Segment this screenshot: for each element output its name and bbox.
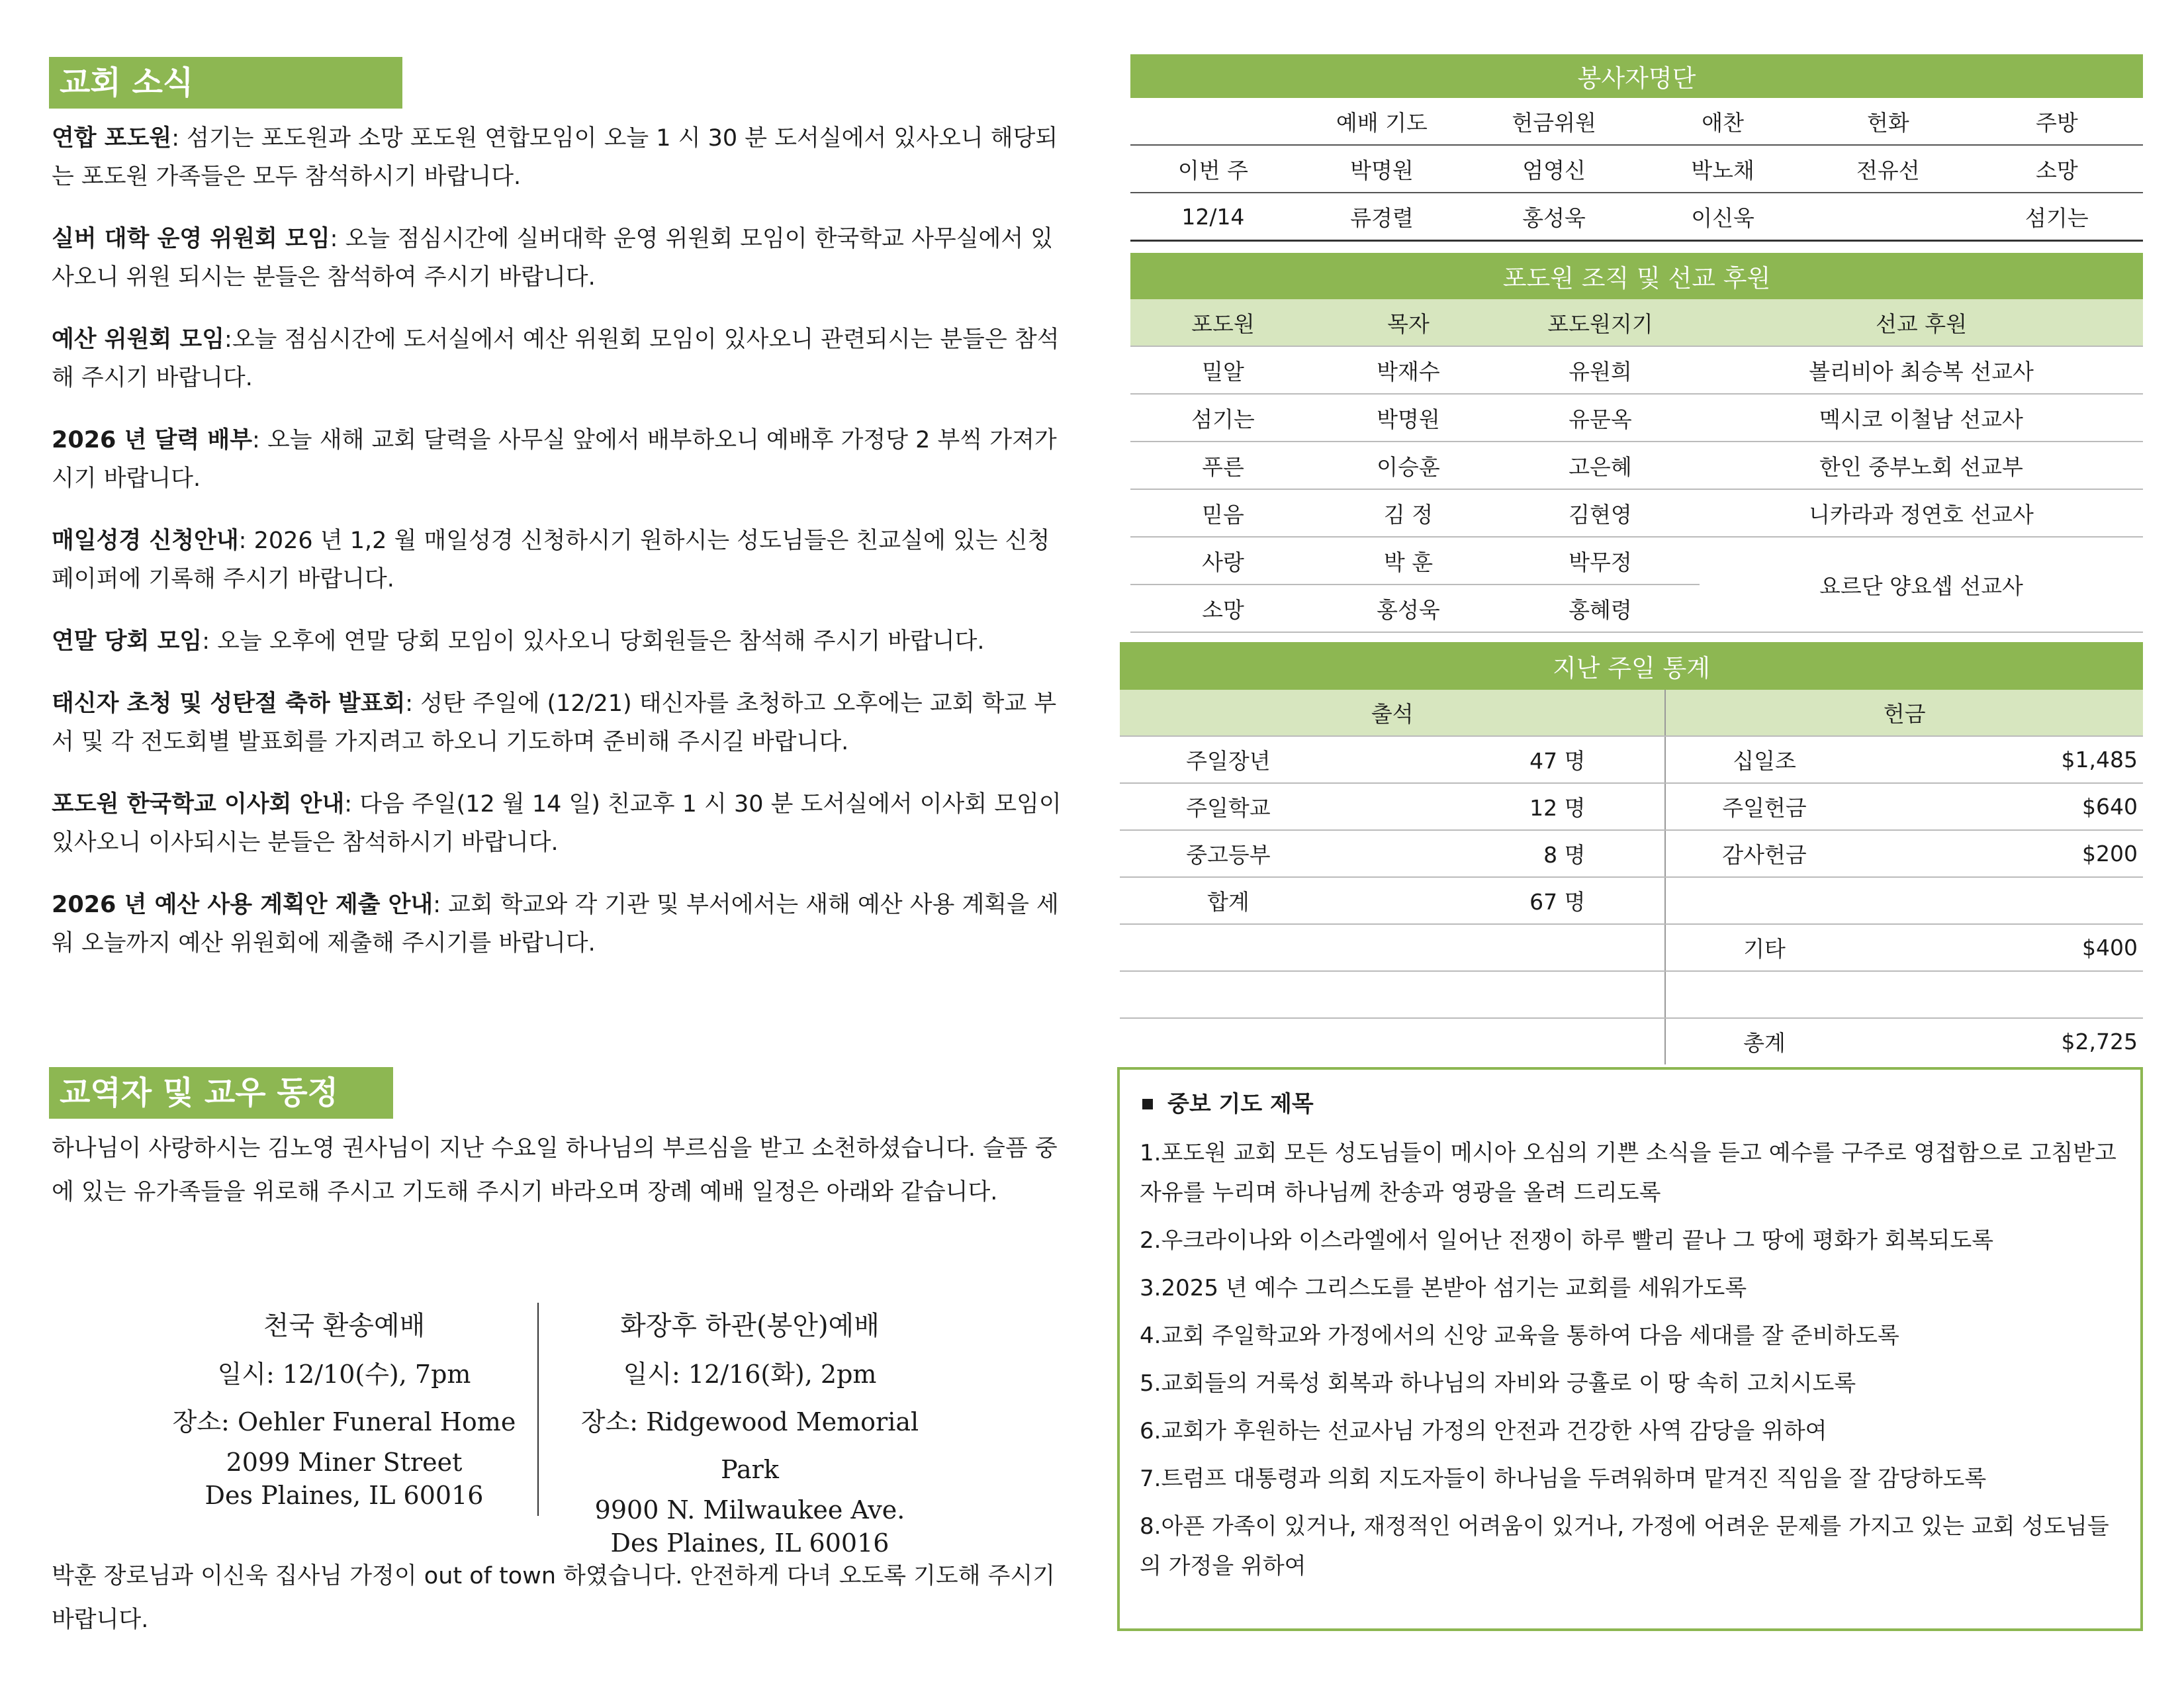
org-cell: 사랑 [1130, 537, 1316, 585]
org-cell: 소망 [1130, 585, 1316, 632]
church-news-list [52, 119, 1064, 986]
prayer-box [1117, 1067, 2143, 1631]
volunteer-cell: 소망 [1971, 145, 2143, 193]
stats-cell: 주일학교 [1120, 783, 1337, 830]
news-item [52, 421, 1064, 498]
news-item-title: 2026 년 달력 배부 [52, 427, 253, 453]
org-cell: 유원희 [1501, 346, 1700, 394]
service-memorial [165, 1301, 523, 1512]
prayer-item: 5.교회들의 거룩성 회복과 하나님의 자비와 긍휼로 이 땅 속히 고치시도록 [1140, 1370, 1856, 1397]
org-cell: 볼리비아 최승복 선교사 [1700, 346, 2143, 394]
stats-cell: 47 명 [1337, 736, 1666, 783]
volunteer-cell: 이신욱 [1640, 193, 1805, 241]
stats-cell [1337, 971, 1666, 1018]
org-cell: 멕시코 이철남 선교사 [1700, 394, 2143, 442]
news-item-body: : 섬기는 포도원과 소망 포도원 연합모임이 오늘 1 시 30 분 도서실에서 있사오니 해당되는 포도원 가족들은 모두 참석하시기 바랍니다. [52, 125, 1058, 190]
volunteer-header: 헌화 [1805, 98, 1971, 145]
news-item-body: : 성탄 주일에 (12/21) 태신자를 초청하고 오후에는 교회 학교 부서 및 각 전도회별 발표회를 가지려고 하오니 기도하며 준비해 주시길 바랍니다. [52, 690, 1057, 755]
news-item-body: : 교회 학교와 각 기관 및 부서에서는 새해 예산 사용 계획을 세워 오늘까지 예산 위원회에 제출해 주시기를 바랍니다. [52, 892, 1059, 957]
service-place: 장소: Ridgewood Memorial Park [580, 1407, 919, 1484]
square-bullet-icon [1142, 1099, 1153, 1109]
table-row [1130, 394, 2143, 442]
table-row [1130, 537, 2143, 585]
stats-cell [1863, 877, 2143, 924]
news-item-body: : 오늘 새해 교회 달력을 사무실 앞에서 배부하오니 예배후 가정당 2 부씩 가져가시기 바랍니다. [52, 427, 1057, 492]
stats-cell: $1,485 [1863, 736, 2143, 783]
org-header: 포도원지기 [1501, 299, 1700, 346]
org-cell: 김 정 [1316, 489, 1501, 537]
news-item [52, 684, 1064, 761]
service-burial [555, 1301, 945, 1560]
table-row [1130, 193, 2143, 241]
stats-cell: 총계 [1665, 1018, 1862, 1064]
volunteer-header [1130, 98, 1296, 145]
org-cell: 박명원 [1316, 394, 1501, 442]
volunteer-cell: 박명원 [1296, 145, 1468, 193]
news-item-title: 매일성경 신청안내 [52, 528, 239, 554]
org-merged-mission: 요르단 양요셉 선교사 [1700, 537, 2143, 632]
org-header: 선교 후원 [1700, 299, 2143, 346]
staff-news-title: 교역자 및 교우 동정 [49, 1067, 393, 1119]
volunteer-title: 봉사자명단 [1130, 54, 2143, 98]
service-address-line2: Des Plaines, IL 60016 [610, 1528, 889, 1558]
service-address-line1: 9900 N. Milwaukee Ave. [594, 1495, 905, 1524]
closing-note: 박훈 장로님과 이신욱 집사님 가정이 out of town 하였습니다. 안전하게 다녀 오도록 기도해 주시기 바랍니다. [52, 1563, 1056, 1633]
table-row [1120, 924, 2143, 971]
staff-news-text: 하나님이 사랑하시는 김노영 권사님이 지난 수요일 하나님의 부르심을 받고 소천하셨습니다. 슬픔 중에 있는 유가족들을 위로해 주시고 기도해 주시기 바라오며 장례 예배 일정은 아래와 같습니다. [52, 1135, 1058, 1205]
org-cell: 고은혜 [1501, 442, 1700, 489]
weekly-stats-table [1120, 642, 2143, 1064]
stats-cell [1120, 924, 1337, 971]
news-item [52, 785, 1064, 862]
stats-cell: $400 [1863, 924, 2143, 971]
prayer-item: 4.교회 주일학교와 가정에서의 신앙 교육을 통하여 다음 세대를 잘 준비하도록 [1140, 1323, 1899, 1349]
table-row [1130, 442, 2143, 489]
news-item [52, 119, 1064, 196]
table-row [1120, 736, 2143, 783]
volunteer-header: 애찬 [1640, 98, 1805, 145]
stats-cell [1120, 971, 1337, 1018]
org-cell: 푸른 [1130, 442, 1316, 489]
prayer-item: 7.트럼프 대통령과 의회 지도자들이 하나님을 두려워하며 맡겨진 직임을 잘 감당하도록 [1140, 1466, 1987, 1492]
stats-cell [1337, 924, 1666, 971]
table-row [1120, 971, 2143, 1018]
news-item [52, 522, 1064, 598]
volunteer-cell [1805, 193, 1971, 241]
news-item [52, 886, 1064, 962]
stats-cell: 기타 [1665, 924, 1862, 971]
prayer-title-text: 중보 기도 제목 [1167, 1091, 1314, 1117]
table-row [1120, 1018, 2143, 1064]
org-cell: 박무정 [1501, 537, 1700, 585]
stats-cell [1665, 971, 1862, 1018]
stats-attendance-header: 출석 [1120, 690, 1665, 736]
stats-offering-header: 헌금 [1665, 690, 2143, 736]
volunteer-cell: 류경렬 [1296, 193, 1468, 241]
org-cell: 홍성욱 [1316, 585, 1501, 632]
prayer-title [1140, 1086, 2120, 1123]
news-item-title: 태신자 초청 및 성탄절 축하 발표회 [52, 690, 406, 717]
org-cell: 홍혜령 [1501, 585, 1700, 632]
news-item [52, 220, 1064, 297]
stats-cell: 8 명 [1337, 830, 1666, 877]
stats-cell: 주일장년 [1120, 736, 1337, 783]
volunteer-header: 헌금위원 [1468, 98, 1640, 145]
news-item-title: 연말 당회 모임 [52, 628, 203, 655]
service-address-line2: Des Plaines, IL 60016 [205, 1481, 484, 1510]
table-row [1130, 489, 2143, 537]
stats-cell [1120, 1018, 1337, 1064]
stats-cell: 감사헌금 [1665, 830, 1862, 877]
service-title: 천국 환송예배 [263, 1311, 426, 1341]
church-news-title: 교회 소식 [49, 57, 402, 109]
stats-cell: $200 [1863, 830, 2143, 877]
stats-cell: 십일조 [1665, 736, 1862, 783]
news-item-title: 포도원 한국학교 이사회 안내 [52, 791, 345, 818]
org-cell: 박재수 [1316, 346, 1501, 394]
prayer-item: 6.교회가 후원하는 선교사님 가정의 안전과 건강한 사역 감당을 위하여 [1140, 1418, 1827, 1444]
news-item-title: 예산 위원회 모임 [52, 326, 225, 353]
service-address-line1: 2099 Miner Street [226, 1448, 463, 1477]
volunteer-cell: 12/14 [1130, 193, 1296, 241]
org-header: 포도원 [1130, 299, 1316, 346]
vineyard-org-table [1130, 253, 2143, 633]
table-row [1120, 830, 2143, 877]
stats-cell [1665, 877, 1862, 924]
volunteer-cell: 이번 주 [1130, 145, 1296, 193]
service-date: 일시: 12/16(화), 2pm [623, 1360, 877, 1389]
org-cell: 믿음 [1130, 489, 1316, 537]
news-item [52, 320, 1064, 397]
volunteer-header: 예배 기도 [1296, 98, 1468, 145]
stats-cell: 67 명 [1337, 877, 1666, 924]
table-row [1120, 877, 2143, 924]
volunteer-cell: 홍성욱 [1468, 193, 1640, 241]
prayer-item: 2.우크라이나와 이스라엘에서 일어난 전쟁이 하루 빨리 끝나 그 땅에 평화가 회복되도록 [1140, 1227, 1994, 1254]
table-row [1130, 346, 2143, 394]
prayer-item: 1.포도원 교회 모든 성도님들이 메시아 오심의 기쁜 소식을 듣고 예수를 구주로 영접함으로 고침받고 자유를 누리며 하나님께 찬송과 영광을 올려 드리도록 [1140, 1140, 2116, 1206]
org-cell: 밀알 [1130, 346, 1316, 394]
table-row [1120, 783, 2143, 830]
org-cell: 니카라과 정연호 선교사 [1700, 489, 2143, 537]
prayer-item: 8.아픈 가족이 있거나, 재정적인 어려움이 있거나, 가정에 어려운 문제를 가지고 있는 교회 성도님들의 가정을 위하여 [1140, 1513, 2109, 1579]
news-item [52, 622, 1064, 661]
stats-cell [1337, 1018, 1666, 1064]
service-place: 장소: Oehler Funeral Home [172, 1407, 516, 1436]
stats-cell: $640 [1863, 783, 2143, 830]
stats-cell [1863, 971, 2143, 1018]
news-item-title: 실버 대학 운영 위원회 모임 [52, 226, 330, 252]
stats-cell: 12 명 [1337, 783, 1666, 830]
org-cell: 유문옥 [1501, 394, 1700, 442]
service-date: 일시: 12/10(수), 7pm [217, 1360, 471, 1389]
news-item-body: : 2026 년 1,2 월 매일성경 신청하시기 원하시는 성도님들은 친교실에 있는 신청 페이퍼에 기록해 주시기 바랍니다. [52, 528, 1050, 592]
volunteer-table [1130, 54, 2143, 242]
news-item-body: : 오늘 오후에 연말 당회 모임이 있사오니 당회원들은 참석해 주시기 바랍니다. [202, 628, 985, 655]
stats-title: 지난 주일 통계 [1120, 642, 2143, 690]
service-title: 화장후 하관(봉안)예배 [620, 1311, 880, 1341]
volunteer-cell: 섬기는 [1971, 193, 2143, 241]
news-item-title: 연합 포도원 [52, 125, 172, 152]
stats-cell: 중고등부 [1120, 830, 1337, 877]
org-title: 포도원 조직 및 선교 후원 [1130, 253, 2143, 299]
volunteer-header: 주방 [1971, 98, 2143, 145]
stats-cell: 주일헌금 [1665, 783, 1862, 830]
volunteer-cell: 전유선 [1805, 145, 1971, 193]
news-item-body: : 다음 주일(12 월 14 일) 친교후 1 시 30 분 도서실에서 이사회 모임이 있사오니 이사되시는 분들은 참석하시기 바랍니다. [52, 791, 1062, 856]
prayer-item: 3.2025 년 예수 그리스도를 본받아 섬기는 교회를 세워가도록 [1140, 1275, 1747, 1301]
volunteer-cell: 엄영신 [1468, 145, 1640, 193]
org-cell: 이승훈 [1316, 442, 1501, 489]
news-item-body: :오늘 점심시간에 도서실에서 예산 위원회 모임이 있사오니 관련되시는 분들은 참석해 주시기 바랍니다. [52, 326, 1060, 391]
service-divider [537, 1303, 539, 1516]
org-cell: 한인 중부노회 선교부 [1700, 442, 2143, 489]
org-cell: 김현영 [1501, 489, 1700, 537]
org-cell: 박 훈 [1316, 537, 1501, 585]
org-header: 목자 [1316, 299, 1501, 346]
volunteer-cell: 박노채 [1640, 145, 1805, 193]
news-item-body: : 오늘 점심시간에 실버대학 운영 위원회 모임이 한국학교 사무실에서 있사오니 위원 되시는 분들은 참석하여 주시기 바랍니다. [52, 226, 1054, 291]
org-cell: 섬기는 [1130, 394, 1316, 442]
table-row [1130, 145, 2143, 193]
news-item-title: 2026 년 예산 사용 계획안 제출 안내 [52, 892, 433, 918]
stats-cell: 합계 [1120, 877, 1337, 924]
stats-cell: $2,725 [2061, 1029, 2138, 1055]
